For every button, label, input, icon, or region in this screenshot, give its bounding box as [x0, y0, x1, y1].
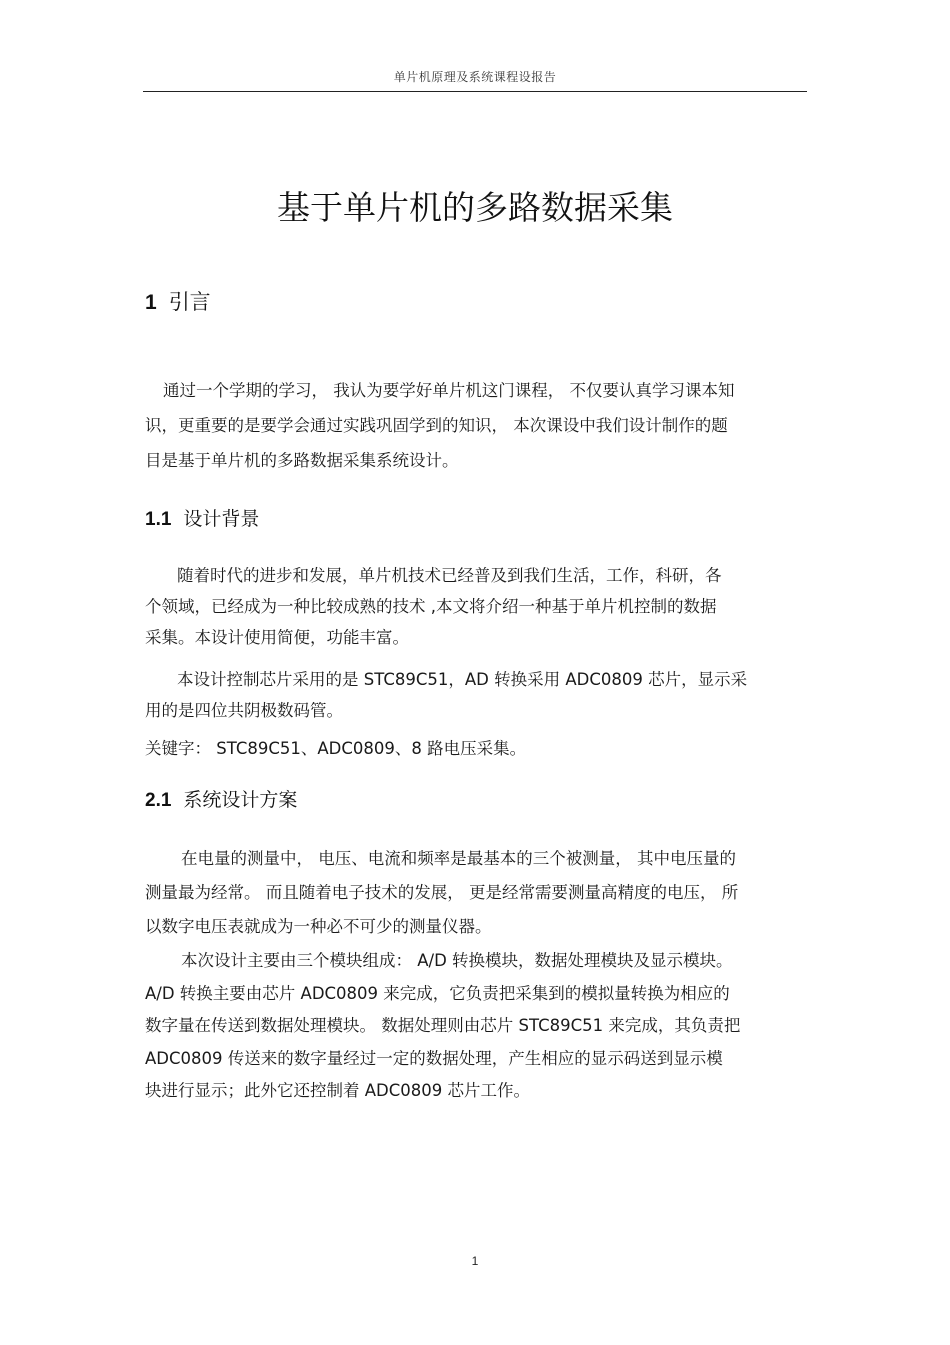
page-number: 1	[471, 1254, 479, 1268]
paragraph-line: A/D 转换主要由芯片 ADC0809 来完成，它负责把采集到的模拟量转换为相应的	[145, 983, 730, 1003]
paragraph-line: 随着时代的进步和发展，单片机技术已经普及到我们生活，工作，科研，各	[177, 566, 722, 585]
section-heading-intro	[145, 286, 211, 316]
section-number: 1.1	[145, 509, 172, 530]
scheme-paragraph-1	[145, 842, 805, 944]
background-paragraph-2	[145, 664, 805, 726]
paragraph-line: 以数字电压表就成为一种必不可少的测量仪器。	[145, 917, 492, 936]
paragraph-line: 块进行显示；此外它还控制着 ADC0809 芯片工作。	[145, 1081, 530, 1100]
section-heading-scheme	[145, 785, 297, 812]
paragraph-line: 测量最为经常。 而且随着电子技术的发展， 更是经常需要测量高精度的电压， 所	[145, 883, 739, 902]
paragraph-line: 用的是四位共阴极数码管。	[145, 701, 343, 720]
intro-paragraph	[145, 373, 805, 478]
section-number: 1	[145, 291, 157, 314]
background-paragraph-1	[145, 560, 805, 653]
paragraph-line: 识，更重要的是要学会通过实践巩固学到的知识， 本次课设中我们设计制作的题	[145, 416, 728, 435]
section-label: 系统设计方案	[183, 789, 298, 811]
paragraph-line: 本次设计主要由三个模块组成： A/D 转换模块，数据处理模块及显示模块。	[181, 951, 733, 970]
header-rule	[143, 91, 807, 92]
section-number: 2.1	[145, 790, 172, 811]
running-header: 单片机原理及系统课程设报告	[393, 70, 557, 84]
paragraph-line: 通过一个学期的学习， 我认为要学好单片机这门课程， 不仅要认真学习课本知	[163, 381, 735, 400]
section-heading-background	[145, 504, 259, 531]
paragraph-line: 个领域，已经成为一种比较成熟的技术 ,本文将介绍一种基于单片机控制的数据	[145, 597, 717, 616]
paragraph-line: 在电量的测量中， 电压、电流和频率是最基本的三个被测量， 其中电压量的	[181, 849, 736, 868]
section-label: 引言	[168, 290, 211, 314]
paragraph-line: 本设计控制芯片采用的是 STC89C51，AD 转换采用 ADC0809 芯片，显示采	[177, 670, 748, 689]
keywords-line: 关键字： STC89C51、ADC0809、8 路电压采集。	[145, 739, 527, 758]
paragraph-line: 采集。本设计使用简便，功能丰富。	[145, 628, 409, 647]
scheme-paragraph-2	[145, 945, 805, 1108]
section-label: 设计背景	[183, 508, 260, 530]
document-title: 基于单片机的多路数据采集	[277, 188, 673, 227]
paragraph-line: 目是基于单片机的多路数据采集系统设计。	[145, 451, 459, 470]
paragraph-line: ADC0809 传送来的数字量经过一定的数据处理，产生相应的显示码送到显示模	[145, 1048, 723, 1068]
paragraph-line: 数字量在传送到数据处理模块。 数据处理则由芯片 STC89C51 来完成，其负责把	[145, 1016, 741, 1035]
